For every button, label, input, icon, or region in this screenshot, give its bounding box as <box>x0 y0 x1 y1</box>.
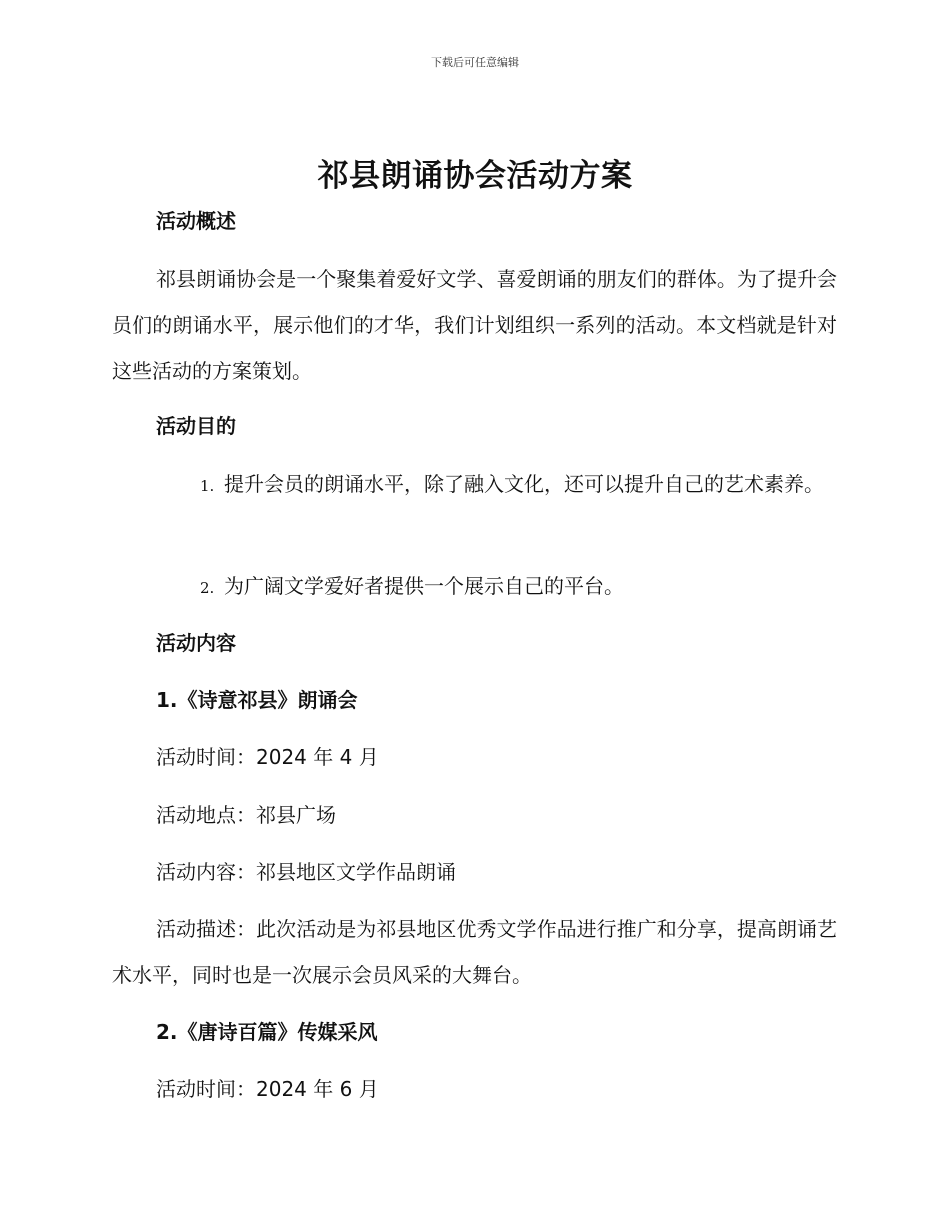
heading-overview: 活动概述 <box>156 209 236 233</box>
event-content: 活动内容：祁县地区文学作品朗诵 <box>156 860 456 884</box>
purpose-item-number: 1. <box>200 477 215 495</box>
event-title: 1.《诗意祁县》朗诵会 <box>156 688 358 712</box>
event-time: 活动时间：2024 年 6 月 <box>156 1077 379 1101</box>
header-note: 下载后可任意编辑 <box>431 56 519 69</box>
purpose-item-text: 提升会员的朗诵水平，除了融入文化，还可以提升自己的艺术素养。 <box>224 472 824 496</box>
document-title: 祁县朗诵协会活动方案 <box>317 158 633 194</box>
event-time: 活动时间：2024 年 4 月 <box>156 745 379 769</box>
heading-purpose: 活动目的 <box>156 414 236 438</box>
purpose-item <box>112 461 837 509</box>
event-title: 2.《唐诗百篇》传媒采风 <box>156 1020 378 1044</box>
purpose-item-text: 为广阔文学爱好者提供一个展示自己的平台。 <box>224 574 624 598</box>
heading-content: 活动内容 <box>156 631 236 655</box>
event-description: 活动描述：此次活动是为祁县地区优秀文学作品进行推广和分享，提高朗诵艺术水平，同时也是一次展示会员风采的大舞台。 <box>112 917 837 987</box>
overview-paragraph: 祁县朗诵协会是一个聚集着爱好文学、喜爱朗诵的朋友们的群体。为了提升会员们的朗诵水平，展示他们的才华，我们计划组织一系列的活动。本文档就是针对这些活动的方案策划。 <box>112 267 837 383</box>
purpose-item <box>112 563 837 611</box>
purpose-item-number: 2. <box>200 579 215 597</box>
event-place: 活动地点：祁县广场 <box>156 803 336 827</box>
